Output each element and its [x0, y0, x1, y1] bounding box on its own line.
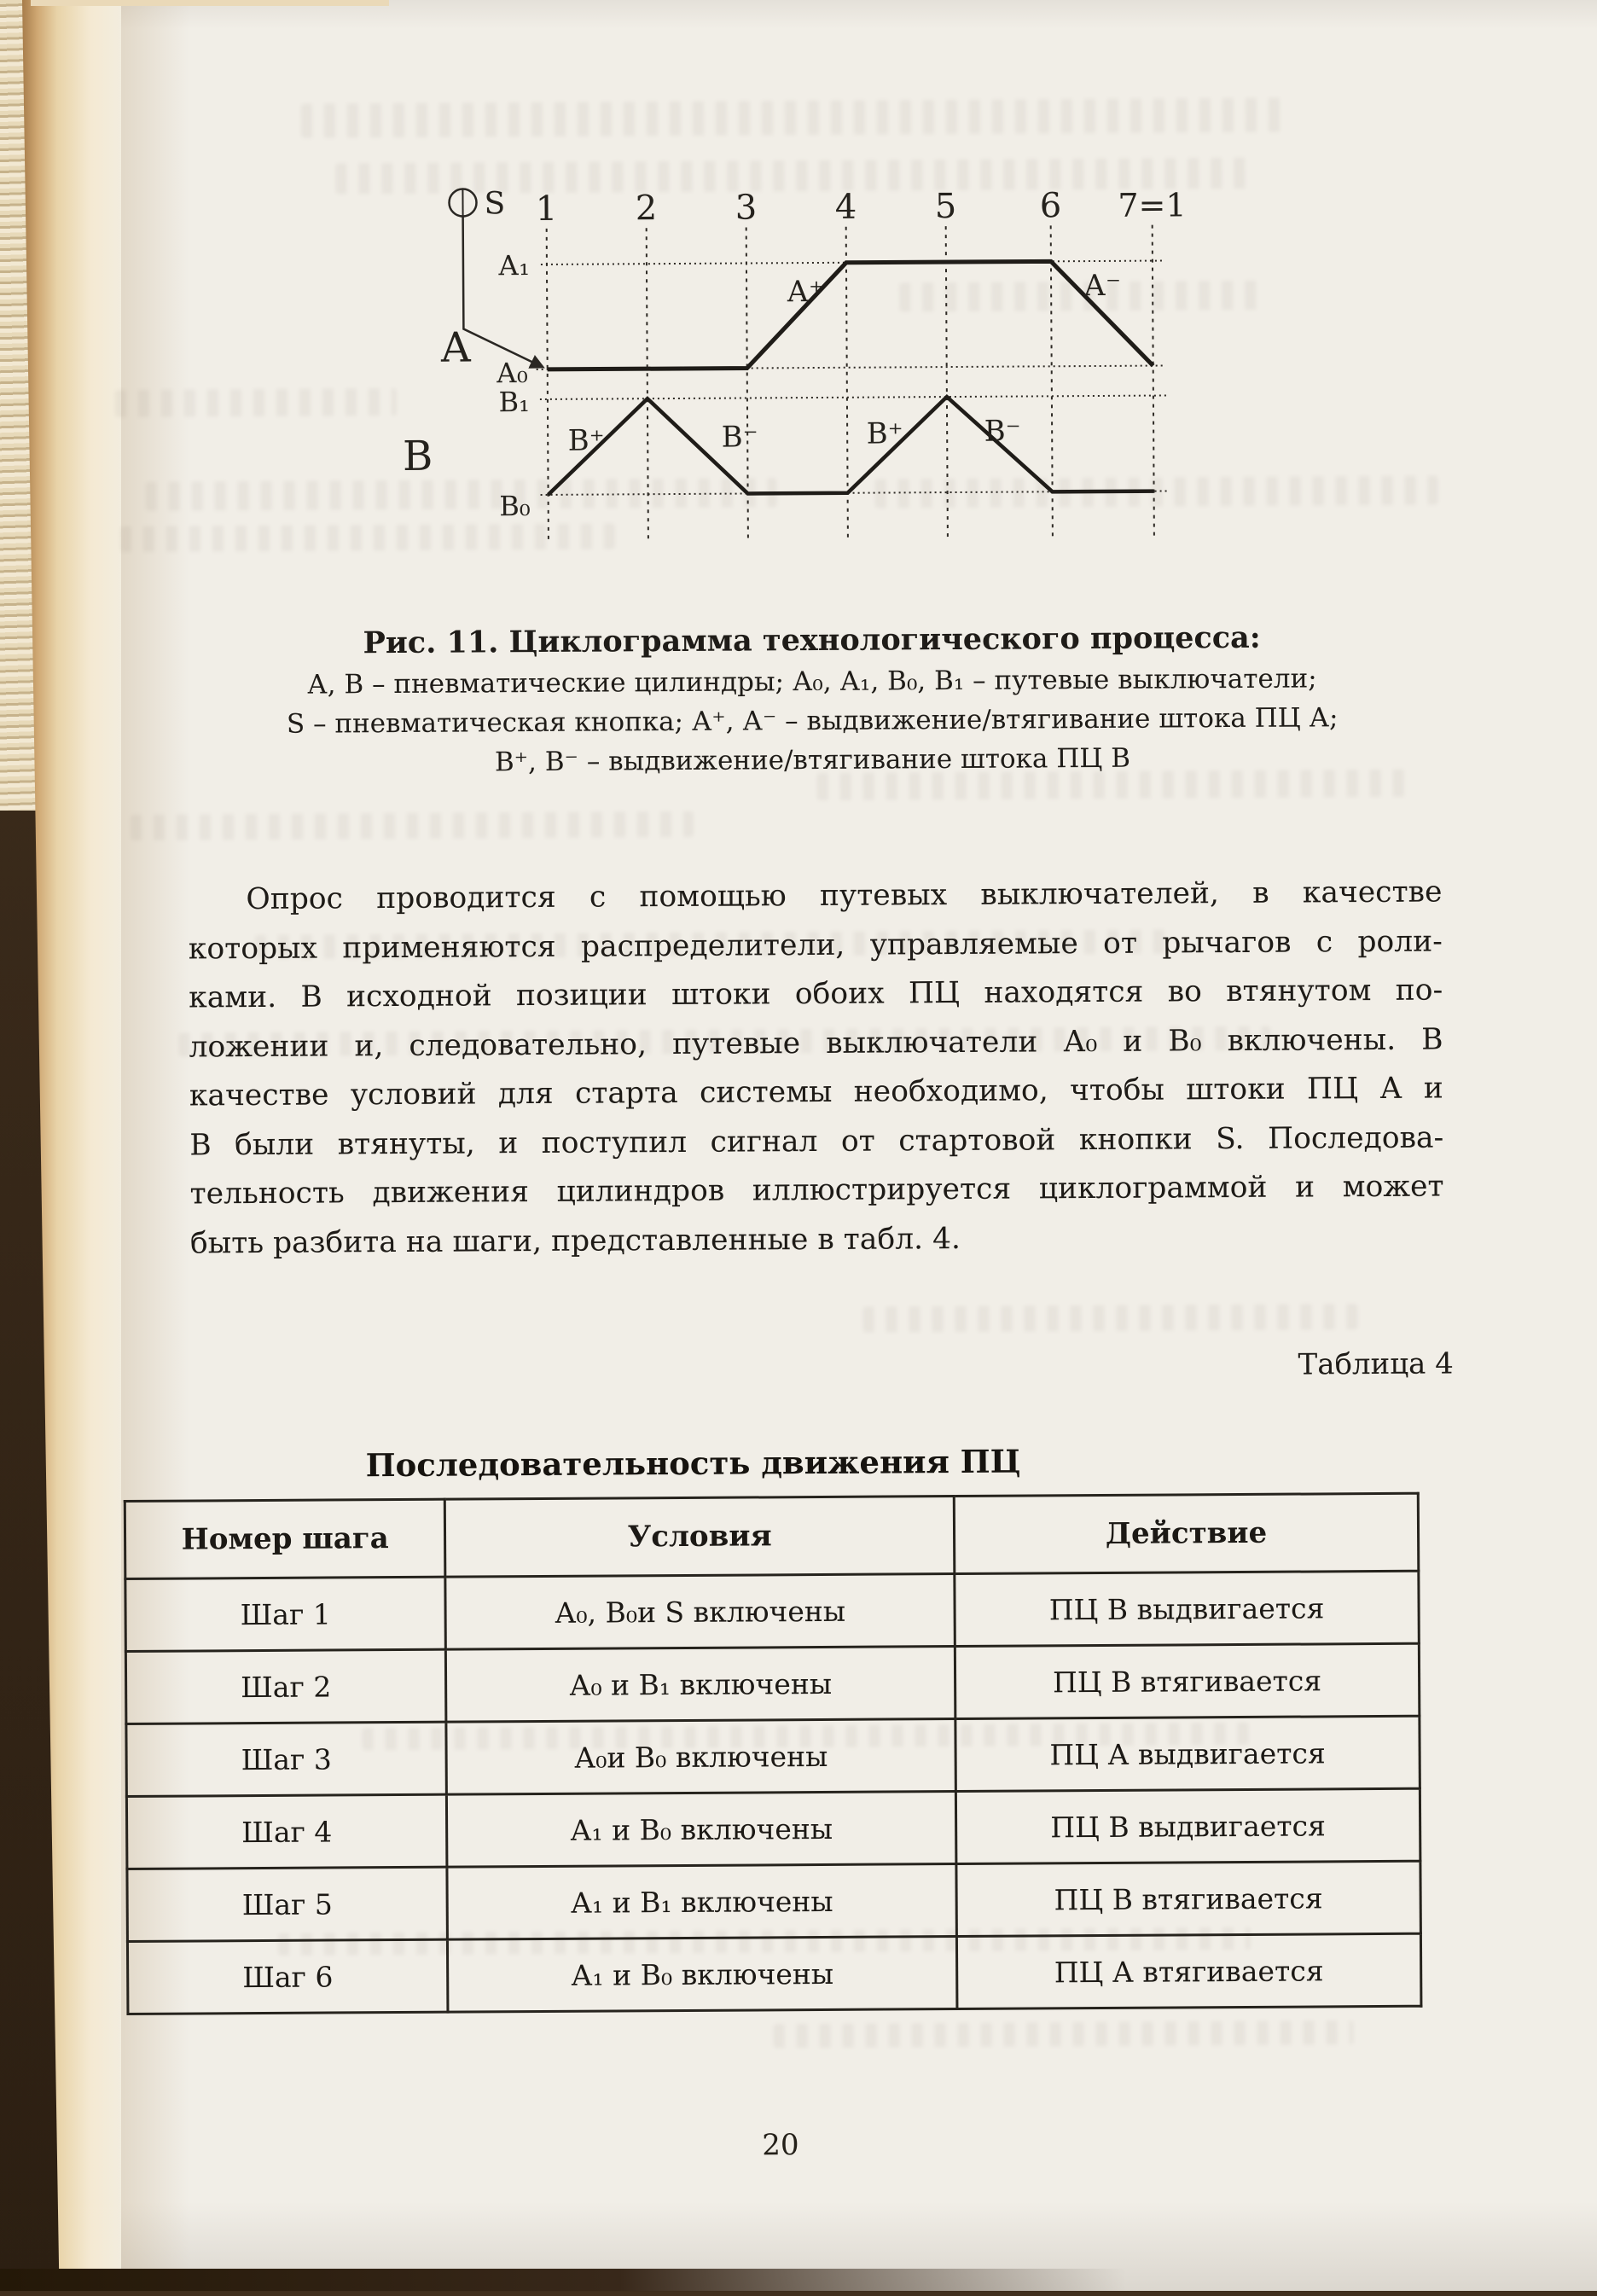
- table-row: [125, 1643, 1419, 1723]
- paragraph-line: В были втянуты, и поступил сигнал от стартовой кнопки S. Последова-: [189, 1113, 1443, 1170]
- cylinder-a-trace: [547, 261, 1153, 369]
- header-step: Номер шага: [125, 1499, 445, 1578]
- cell-step: Шаг 5: [127, 1867, 448, 1941]
- time-mark-1: 1: [536, 189, 558, 229]
- cell-conditions: А₀и В₀ включены: [446, 1719, 955, 1795]
- table-row: [125, 1571, 1419, 1651]
- cell-step: Шаг 2: [125, 1649, 446, 1723]
- a-extend-label: А⁺: [787, 275, 824, 309]
- paragraph-line: Опрос проводится с помощью путевых выключателей, в качестве: [188, 869, 1442, 925]
- header-conditions: Условия: [445, 1497, 955, 1578]
- paragraph-line: качестве условий для старта системы необходимо, чтобы штоки ПЦ А и: [189, 1065, 1443, 1121]
- start-signal-line: [463, 216, 543, 368]
- level-reference-lines: [536, 261, 1167, 496]
- a-retract-label: А⁻: [1083, 269, 1121, 303]
- paragraph-line: ложении и, следовательно, путевые выключатели А₀ и В₀ включены. В: [189, 1015, 1443, 1072]
- b-retract-label-2: В⁻: [984, 415, 1021, 449]
- b-extend-label-2: В⁺: [867, 416, 903, 450]
- cell-conditions: А₀ и В₁ включены: [446, 1647, 955, 1723]
- table-row: [127, 1861, 1420, 1941]
- time-mark-5: 5: [935, 187, 957, 226]
- figure-caption-title: Рис. 11. Циклограмма технологического процесса:: [125, 615, 1499, 666]
- table-row: [127, 1933, 1420, 2014]
- paragraph-line: тельность движения цилиндров иллюстрируется циклограммой и может: [189, 1163, 1443, 1219]
- cell-action: ПЦ А втягивается: [956, 1933, 1421, 2008]
- paragraph-line: ками. В исходной позиции штоки обоих ПЦ находятся во втянутом по-: [189, 967, 1443, 1023]
- motion-labels: [567, 269, 1123, 458]
- cell-conditions: А₀, В₀и S включены: [445, 1574, 955, 1650]
- table-row: [126, 1788, 1420, 1869]
- cell-conditions: А₁ и В₀ включены: [447, 1792, 956, 1868]
- paragraph-line: быть разбита на шаги, представленные в табл. 4.: [190, 1212, 1444, 1268]
- cell-conditions: А₁ и В₀ включены: [448, 1937, 957, 2013]
- figure-caption: [125, 615, 1500, 784]
- b-extend-label-1: В⁺: [568, 424, 605, 458]
- switch-a1-label: А₁: [498, 249, 530, 282]
- figure-caption-line: А, В – пневматические цилиндры; А₀, А₁, В₀, В₁ – путевые выключатели;: [125, 658, 1499, 706]
- table-row: [126, 1716, 1420, 1796]
- switch-b0-label: В₀: [499, 490, 531, 522]
- start-button-label: S: [484, 186, 505, 221]
- b-retract-label-1: В⁻: [722, 420, 758, 454]
- sequence-table: [124, 1492, 1423, 2015]
- cylinder-b-label: В: [403, 433, 433, 480]
- cylinder-b-trace: [548, 396, 1154, 495]
- table-title: Последовательность движения ПЦ: [125, 1441, 1260, 1485]
- switch-a0-label: А₀: [497, 357, 528, 389]
- cylinder-a-label: А: [440, 323, 472, 371]
- body-paragraph: [188, 869, 1444, 1269]
- page-number: 20: [6, 2124, 1554, 2167]
- cell-conditions: А₁ и В₁ включены: [447, 1864, 956, 1940]
- time-mark-2: 2: [636, 189, 658, 228]
- cell-step: Шаг 3: [126, 1722, 447, 1796]
- cell-step: Шаг 1: [125, 1577, 446, 1651]
- paragraph-line: которых применяются распределители, управляемые от рычагов с роли-: [189, 917, 1443, 974]
- bleed-through-line: [774, 2020, 1354, 2048]
- table-surface-edge: [0, 2269, 1126, 2291]
- time-mark-labels: [536, 185, 1187, 229]
- cell-step: Шаг 6: [127, 1939, 448, 2014]
- bleed-through-line: [131, 811, 694, 840]
- time-mark-6: 6: [1040, 186, 1062, 225]
- figure-caption-line: S – пневматическая кнопка; А⁺, А⁻ – выдвижение/втягивание штока ПЦ А;: [125, 697, 1499, 745]
- cell-action: ПЦ В выдвигается: [955, 1788, 1420, 1863]
- cell-step: Шаг 4: [126, 1794, 447, 1869]
- bleed-through-line: [862, 1304, 1357, 1333]
- cyclogram-figure: [207, 124, 1204, 578]
- cell-action: ПЦ В втягивается: [956, 1861, 1421, 1936]
- time-mark-7: 7=1: [1118, 186, 1186, 224]
- figure-caption-line: В⁺, В⁻ – выдвижение/втягивание штока ПЦ В: [125, 736, 1499, 784]
- cell-action: ПЦ В втягивается: [955, 1643, 1420, 1718]
- switch-b1-label: В₁: [498, 386, 530, 418]
- header-action: Действие: [954, 1493, 1419, 1573]
- page-top-edge: [31, 0, 389, 6]
- table-header-row: [125, 1493, 1419, 1578]
- time-mark-4: 4: [835, 188, 857, 227]
- time-mark-3: 3: [735, 188, 758, 227]
- table-number-label: Таблица 4: [1145, 1346, 1454, 1382]
- cell-action: ПЦ В выдвигается: [955, 1571, 1420, 1646]
- cell-action: ПЦ А выдвигается: [955, 1716, 1420, 1791]
